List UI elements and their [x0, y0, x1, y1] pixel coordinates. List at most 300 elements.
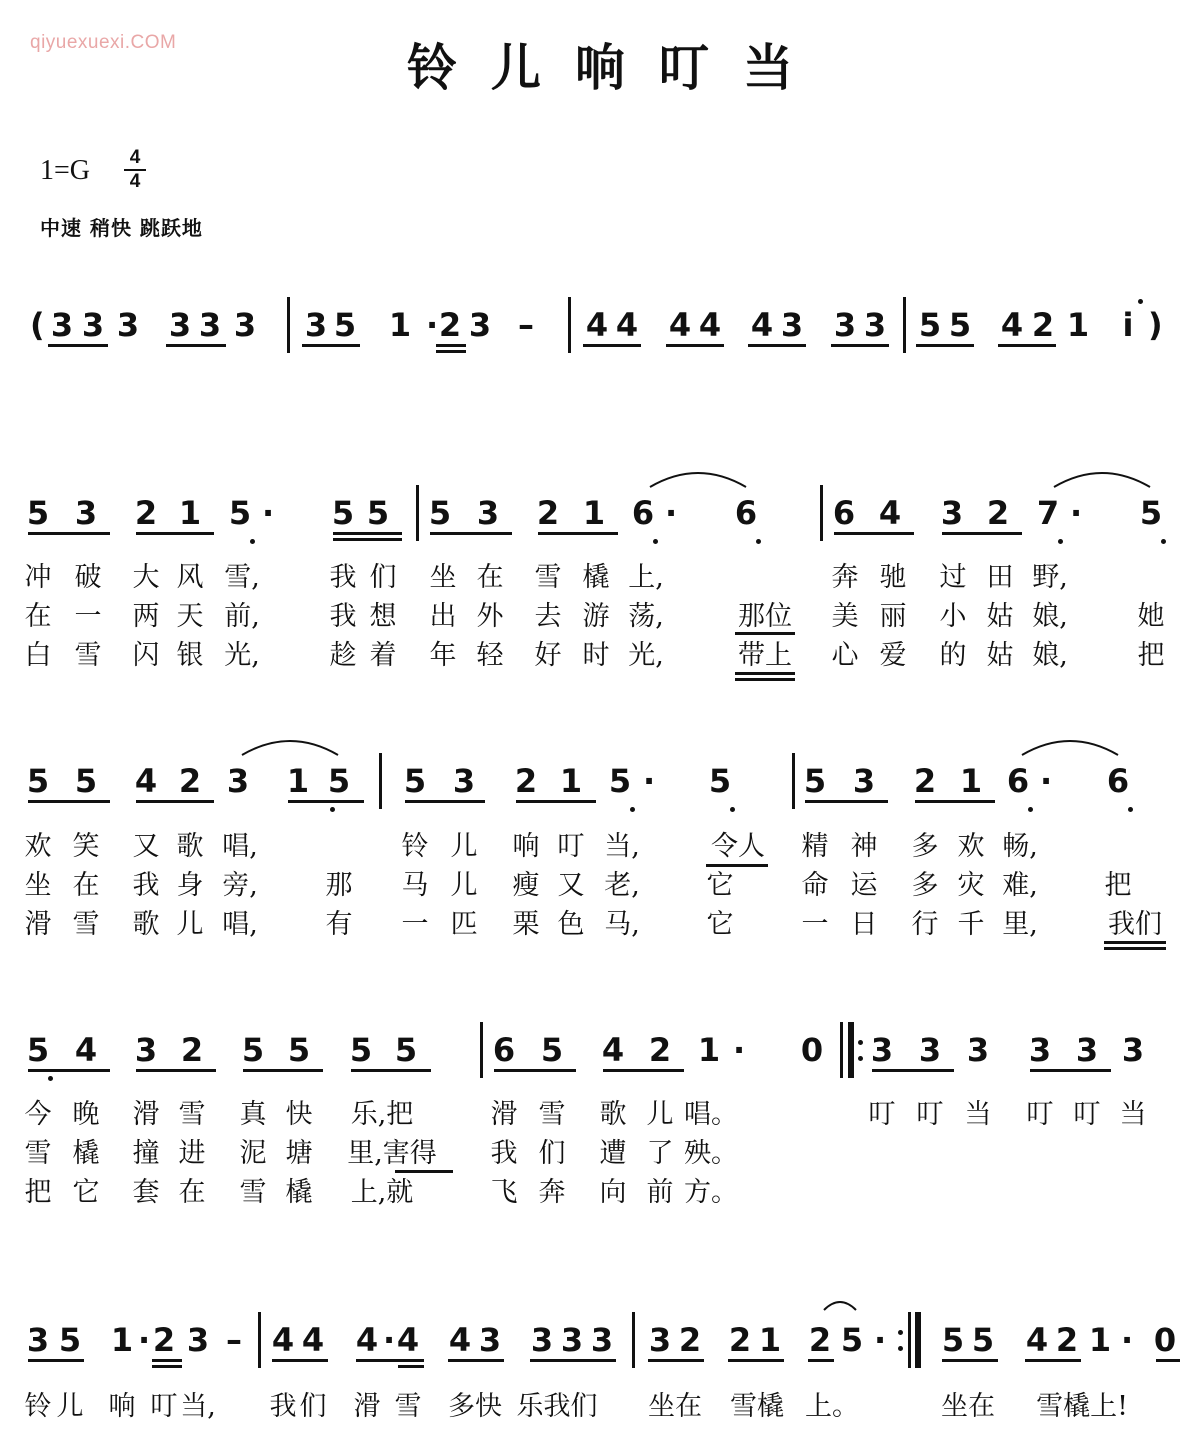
note: 4 [1000, 306, 1024, 344]
note: 3 [780, 306, 804, 344]
lyric-char: 铃 [24, 1391, 52, 1422]
note: 1 [582, 494, 606, 532]
note: 2 [1031, 306, 1055, 344]
note: 5 [840, 1321, 864, 1359]
beam [302, 344, 360, 347]
lyric-char: 精 [801, 831, 829, 862]
note: 1 [388, 306, 412, 344]
lyric-char: 我们 [1108, 909, 1162, 940]
lyric-char: 时 [582, 640, 610, 671]
watermark: qiyuexuexi.COM [30, 32, 177, 53]
lyric-char: 滑 [353, 1391, 381, 1422]
note: 2 [536, 494, 560, 532]
lyric-char: 趁 [329, 640, 357, 671]
beam [272, 1359, 328, 1362]
lyric-char: 野, [1032, 562, 1068, 593]
barline [908, 1312, 911, 1368]
note: 5 [428, 494, 452, 532]
lyric-char: 雪 [538, 1099, 566, 1130]
key-signature: 1=G [40, 155, 91, 186]
lyric-char: 遭 [599, 1138, 627, 1169]
lyric-char: 歌 [176, 831, 204, 862]
lyric-char: 们 [538, 1138, 566, 1169]
note: 5 [287, 1031, 311, 1069]
barline [480, 1022, 483, 1078]
note: 3 [198, 306, 222, 344]
lyric-char: 当, [604, 831, 640, 862]
lyric-char: 里,害得 [347, 1138, 437, 1169]
lyric-char: 天 [176, 601, 204, 632]
note: 3 [1028, 1031, 1052, 1069]
lyric-char: 那 [325, 870, 353, 901]
note: 4 [396, 1321, 420, 1359]
lyric-char: 方。 [684, 1177, 738, 1208]
note: 3 [26, 1321, 50, 1359]
octave-dot [1128, 807, 1133, 812]
tie-arc [1052, 465, 1152, 489]
lyric-char: 冲 [24, 562, 52, 593]
lyric-char: 前 [646, 1177, 674, 1208]
lyric-char: 娘, [1032, 601, 1068, 632]
note: 3 [852, 762, 876, 800]
time-signature [124, 148, 146, 192]
lyric-char: 歌 [599, 1099, 627, 1130]
lyric-char: 雪 [178, 1099, 206, 1130]
lyric-slur [1104, 941, 1166, 944]
note: 2 [678, 1321, 702, 1359]
note: 4 [615, 306, 639, 344]
barline [287, 297, 290, 353]
lyric-char: 它 [706, 870, 734, 901]
note: 5 [1139, 494, 1163, 532]
beam [915, 800, 995, 803]
lyric-char: 神 [850, 831, 878, 862]
lyric-char: 儿 [646, 1099, 674, 1130]
lyric-char: 多 [911, 870, 939, 901]
lyric-char: 把 [1137, 640, 1165, 671]
lyric-char: 欢 [957, 831, 985, 862]
lyric-char: 栗 [512, 909, 540, 940]
lyric-char: 把 [1104, 870, 1132, 901]
lyric-char: 白 [24, 640, 52, 671]
lyric-char: 真 [239, 1099, 267, 1130]
beam [430, 532, 512, 535]
repeat-dot [898, 1346, 903, 1351]
note: 4 [301, 1321, 325, 1359]
lyric-char: 叮 [1073, 1099, 1101, 1130]
note: 5 [58, 1321, 82, 1359]
beam [748, 344, 806, 347]
lyric-char: 去 [534, 601, 562, 632]
note: 3 [560, 1321, 584, 1359]
note: 5 [803, 762, 827, 800]
tie-arc [822, 1296, 858, 1312]
note: 5 [708, 762, 732, 800]
note: 3 [134, 1031, 158, 1069]
note: 5 [26, 494, 50, 532]
lyric-char: 好 [534, 640, 562, 671]
aug-dot: · [138, 1321, 151, 1359]
lyric-char: 唱, [222, 909, 258, 940]
note: 4 [448, 1321, 472, 1359]
staff-row-3 [0, 1032, 1200, 1082]
lyric-char: 儿 [176, 909, 204, 940]
lyric-char: 滑 [490, 1099, 518, 1130]
lyric-line [0, 601, 1200, 635]
lyric-char: 上, [628, 562, 664, 593]
note: 5 [540, 1031, 564, 1069]
lyric-char: 塘 [285, 1138, 313, 1169]
time-top: 4 [129, 147, 141, 168]
beam [48, 344, 108, 347]
note: 4 [878, 494, 902, 532]
lyric-char: 雪橇上! [1036, 1391, 1128, 1422]
lyric-char: 笑 [72, 831, 100, 862]
lyric-char: 爱 [879, 640, 907, 671]
lyric-line [0, 1138, 1200, 1172]
beam [831, 344, 889, 347]
lyric-char: 雪 [534, 562, 562, 593]
lyric-char: 外 [476, 601, 504, 632]
lyric-char: 橇 [285, 1177, 313, 1208]
note: 3 [1075, 1031, 1099, 1069]
lyric-char: 橇 [582, 562, 610, 593]
note: 5 [941, 1321, 965, 1359]
lyric-char: 快 [285, 1099, 313, 1130]
lyric-char: 色 [557, 909, 585, 940]
note: 2 [134, 494, 158, 532]
aug-dot: · [874, 1321, 887, 1359]
lyric-char: 又 [557, 870, 585, 901]
beam [808, 1359, 834, 1362]
lyric-char: 响 [108, 1391, 136, 1422]
note: 5 [228, 494, 252, 532]
beam [942, 532, 1022, 535]
lyric-char: 光, [628, 640, 664, 671]
octave-dot [653, 539, 658, 544]
lyric-char: 儿 [450, 831, 478, 862]
aug-dot: · [643, 762, 656, 800]
octave-dot [1028, 807, 1033, 812]
lyric-char: 雪 [72, 909, 100, 940]
beam [583, 344, 641, 347]
note: 5 [241, 1031, 265, 1069]
lyric-char: 畅, [1002, 831, 1038, 862]
lyric-char: 把 [24, 1177, 52, 1208]
octave-dot [730, 807, 735, 812]
lyric-char: 乐我们 [516, 1391, 598, 1422]
beam [398, 1365, 424, 1368]
octave-dot [1138, 299, 1143, 304]
lyric-char: 叮 [557, 831, 585, 862]
note: 4 [355, 1321, 379, 1359]
lyric-char: 一 [801, 909, 829, 940]
note: 1 [1088, 1321, 1112, 1359]
beam [405, 800, 485, 803]
note: 3 [590, 1321, 614, 1359]
lyric-char: 今 [24, 1099, 52, 1130]
note: 0 [800, 1031, 824, 1069]
beam [538, 532, 618, 535]
note: 4 [134, 762, 158, 800]
note: 3 [648, 1321, 672, 1359]
lyric-char: 令人 [711, 831, 765, 862]
note: 5 [948, 306, 972, 344]
beam [436, 344, 466, 347]
lyric-char: 闪 [132, 640, 160, 671]
beam [603, 1069, 684, 1072]
note: 5 [971, 1321, 995, 1359]
note: 3 [168, 306, 192, 344]
beam [530, 1359, 616, 1362]
lyric-char: 风 [176, 562, 204, 593]
beam [288, 800, 364, 803]
note: 2 [808, 1321, 832, 1359]
lyric-slur [735, 672, 795, 675]
aug-dot: · [1070, 494, 1083, 532]
lyric-char: 命 [801, 870, 829, 901]
lyric-char: 行 [911, 909, 939, 940]
note: 3 [81, 306, 105, 344]
lyric-char: 歌 [132, 909, 160, 940]
barline [258, 1312, 261, 1368]
lyric-char: 破 [74, 562, 102, 593]
lyric-char: 那位 [738, 601, 792, 632]
lyric-char: 我 [329, 601, 357, 632]
note: 2 [728, 1321, 752, 1359]
note: 2 [648, 1031, 672, 1069]
song-title: 铃儿响叮当 [407, 38, 827, 97]
beam [436, 350, 466, 353]
lyric-slur [395, 1170, 453, 1173]
note: 4 [271, 1321, 295, 1359]
barline [416, 485, 419, 541]
lyric-char: 雪 [239, 1177, 267, 1208]
note: 7 [1036, 494, 1060, 532]
beam [1156, 1359, 1180, 1362]
note: 3 [966, 1031, 990, 1069]
note: 2 [986, 494, 1010, 532]
note: 4 [698, 306, 722, 344]
lyric-slur [735, 632, 795, 635]
note: 3 [863, 306, 887, 344]
note: 3 [452, 762, 476, 800]
lyric-line [0, 1391, 1200, 1425]
lyric-char: 驰 [879, 562, 907, 593]
beam [648, 1359, 704, 1362]
octave-dot [1161, 539, 1166, 544]
octave-dot [630, 807, 635, 812]
beam [333, 532, 402, 535]
lyric-char: 一 [401, 909, 429, 940]
lyric-char: 马 [401, 870, 429, 901]
barline [820, 485, 823, 541]
beam [152, 1365, 182, 1368]
lyric-char: 美 [831, 601, 859, 632]
lyric-char: 它 [706, 909, 734, 940]
note: 5 [74, 762, 98, 800]
lyric-slur [1104, 947, 1166, 950]
lyric-char: 有 [325, 909, 353, 940]
lyric-char: 套 [132, 1177, 160, 1208]
repeat-dot [898, 1330, 903, 1335]
beam [166, 344, 226, 347]
aug-dot: · [262, 494, 275, 532]
note: 1 [110, 1321, 134, 1359]
beam [28, 532, 110, 535]
lyric-char: 叮 [1026, 1099, 1054, 1130]
lyric-char: 运 [850, 870, 878, 901]
aug-dot: · [733, 1031, 746, 1069]
lyric-char: 光, [224, 640, 260, 671]
dash: – [518, 306, 534, 344]
lyric-char: 飞 [490, 1177, 518, 1208]
lyric-char: 们 [299, 1391, 327, 1422]
lyric-char: 难, [1002, 870, 1038, 901]
lyric-char: 当 [1119, 1099, 1147, 1130]
lyric-line [0, 831, 1200, 865]
note: 3 [918, 1031, 942, 1069]
lyric-char: 马, [604, 909, 640, 940]
barline [792, 753, 795, 809]
beam [872, 1069, 954, 1072]
lyric-char: 泥 [239, 1138, 267, 1169]
lyric-char: 叮 [868, 1099, 896, 1130]
beam [1025, 1359, 1081, 1362]
lyric-char: 的 [939, 640, 967, 671]
lyric-char: 雪橇 [730, 1391, 784, 1422]
lyric-char: 多快 [448, 1391, 502, 1422]
lyric-char: 响 [512, 831, 540, 862]
note: 5 [333, 306, 357, 344]
aug-dot: · [1040, 762, 1053, 800]
lyric-char: 荡, [628, 601, 664, 632]
lyric-char: 坐在 [648, 1391, 702, 1422]
lyric-char: 上,就 [350, 1177, 414, 1208]
lyric-char: 了 [646, 1138, 674, 1169]
note: 3 [186, 1321, 210, 1359]
lyric-char: 在 [72, 870, 100, 901]
lyric-char: 铃 [401, 831, 429, 862]
note: 3 [530, 1321, 554, 1359]
lyric-char: 橇 [72, 1138, 100, 1169]
barline [379, 753, 382, 809]
note: 6 [631, 494, 655, 532]
lyric-char: 她 [1137, 601, 1165, 632]
repeat-dot [858, 1040, 863, 1045]
lyric-char: 叮 [916, 1099, 944, 1130]
beam [916, 344, 974, 347]
lyric-line [0, 640, 1200, 674]
note: 5 [331, 494, 355, 532]
beam [356, 1359, 424, 1362]
note: 2 [913, 762, 937, 800]
note: 4 [750, 306, 774, 344]
note: 0 [1153, 1321, 1177, 1359]
lyric-char: 滑 [132, 1099, 160, 1130]
note: 1 [959, 762, 983, 800]
note: 2 [152, 1321, 176, 1359]
lyric-char: 奔 [538, 1177, 566, 1208]
lyric-char: 轻 [476, 640, 504, 671]
lyric-slur [735, 678, 795, 681]
beam [516, 800, 596, 803]
lyric-char: 匹 [450, 909, 478, 940]
note: 6 [832, 494, 856, 532]
lyric-char: 在 [178, 1177, 206, 1208]
note: 5 [26, 1031, 50, 1069]
lyric-char: 娘, [1032, 640, 1068, 671]
paren-open: ( [30, 306, 45, 344]
note: 5 [26, 762, 50, 800]
note: 3 [50, 306, 74, 344]
note: 3 [304, 306, 328, 344]
octave-dot [48, 1076, 53, 1081]
lyric-char: 进 [178, 1138, 206, 1169]
lyric-char: 千 [957, 909, 985, 940]
beam [998, 344, 1056, 347]
lyric-char: 老, [604, 870, 640, 901]
lyric-char: 我 [269, 1391, 297, 1422]
beam [136, 532, 214, 535]
note: 1 [559, 762, 583, 800]
lyric-line [0, 870, 1200, 904]
barline [632, 1312, 635, 1368]
barline [848, 1022, 854, 1078]
lyric-char: 乐,把 [350, 1099, 414, 1130]
note: 2 [180, 1031, 204, 1069]
lyric-char: 儿 [56, 1391, 84, 1422]
tie-arc [648, 465, 748, 489]
lyric-char: 唱。 [684, 1099, 738, 1130]
note: 5 [918, 306, 942, 344]
lyric-char: 过 [939, 562, 967, 593]
staff-row-intro [0, 307, 1200, 357]
lyric-char: 雪, [224, 562, 260, 593]
lyric-char: 奔 [831, 562, 859, 593]
beam [333, 538, 402, 541]
beam [28, 800, 110, 803]
beam [834, 532, 914, 535]
lyric-char: 日 [850, 909, 878, 940]
lyric-char: 我 [132, 870, 160, 901]
paren-close: ) [1148, 306, 1163, 344]
beam [666, 344, 724, 347]
note: 5 [394, 1031, 418, 1069]
lyric-char: 银 [176, 640, 204, 671]
lyric-char: 两 [132, 601, 160, 632]
note: 3 [226, 762, 250, 800]
lyric-char: 前, [224, 601, 260, 632]
note: 3 [476, 494, 500, 532]
lyric-char: 里, [1002, 909, 1038, 940]
lyric-line [0, 562, 1200, 596]
aug-dot: · [1121, 1321, 1134, 1359]
tie-arc [240, 733, 340, 757]
note: 1 [758, 1321, 782, 1359]
beam [351, 1069, 431, 1072]
lyric-char: 叮 [150, 1391, 178, 1422]
lyric-char: 滑 [24, 909, 52, 940]
note: 5 [349, 1031, 373, 1069]
lyric-char: 在 [476, 562, 504, 593]
lyric-char: 小 [939, 601, 967, 632]
staff-row-4 [0, 1322, 1200, 1372]
note: 3 [468, 306, 492, 344]
aug-dot: · [665, 494, 678, 532]
note: 5 [608, 762, 632, 800]
beam [152, 1359, 182, 1362]
